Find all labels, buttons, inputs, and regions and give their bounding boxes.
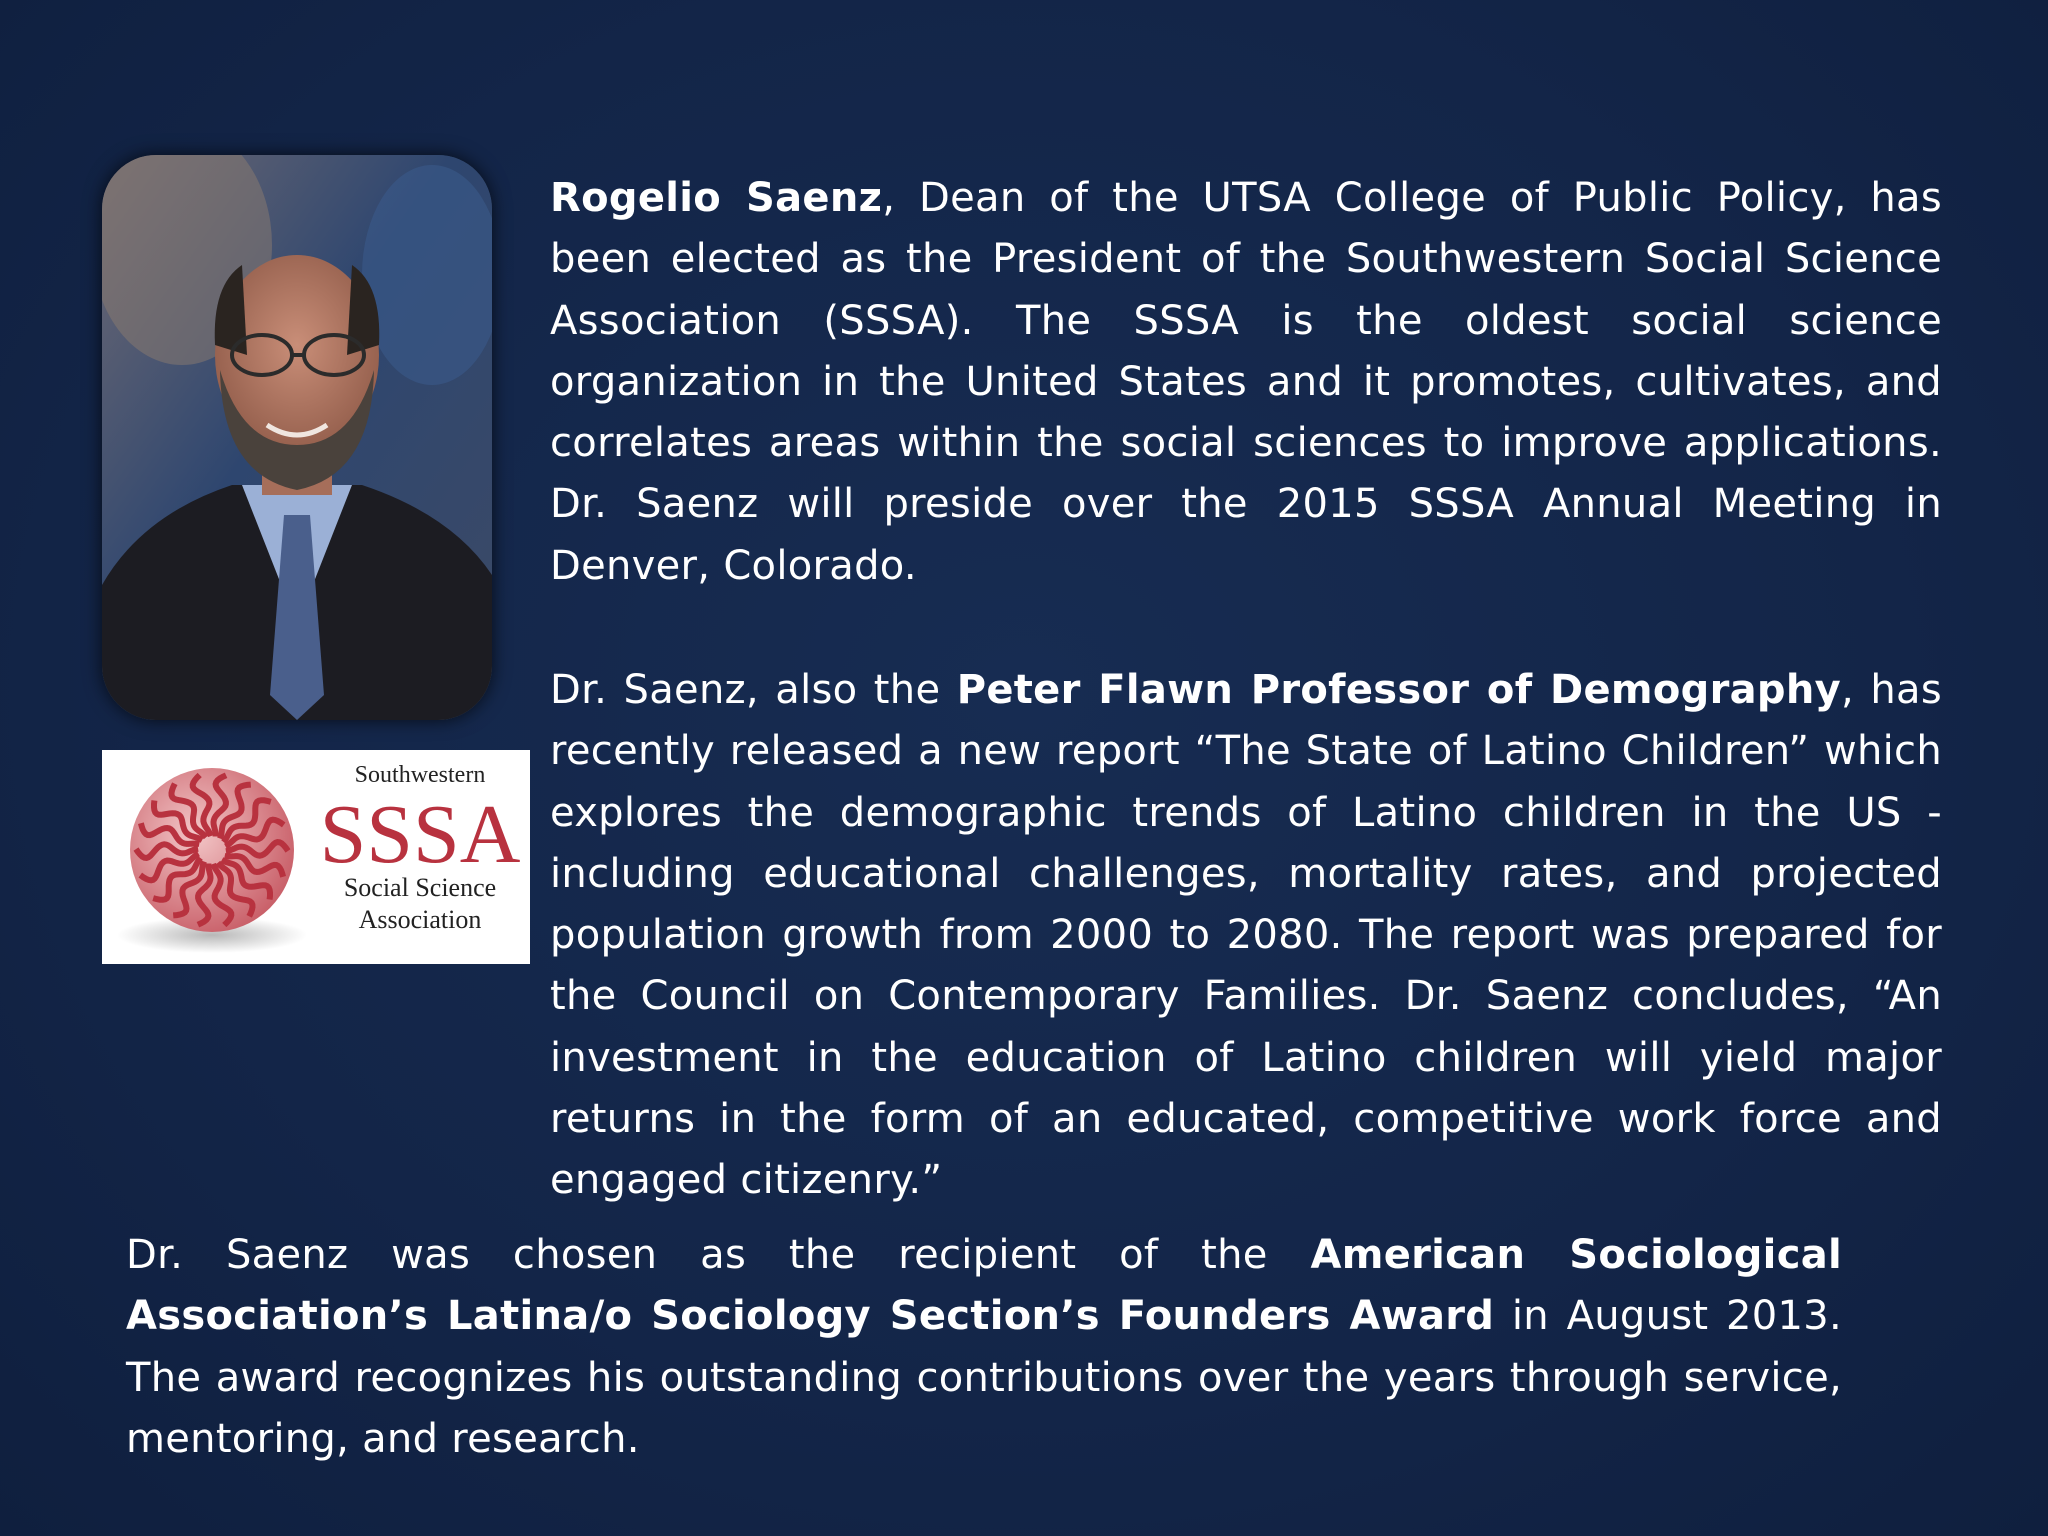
logo-line4: Association (358, 905, 482, 934)
portrait-photo (102, 155, 492, 720)
paragraph-report-lead: Dr. Saenz, also the (550, 667, 957, 713)
professorship-title: Peter Flawn Professor of Demography (956, 667, 1841, 713)
logo-acronym: SSSA (319, 788, 521, 881)
logo-line3: Social Science (343, 873, 497, 902)
sssa-logo (102, 750, 530, 964)
paragraph-award (126, 1225, 1842, 1470)
paragraph-award-text: in August 2013. The award recognizes his outstanding contributions over the years through service, mentoring, and research. (126, 1293, 1842, 1462)
award-name: American Sociological Association’s Latina/o Sociology Section’s Founders Award (126, 1232, 1843, 1340)
paragraph-award-lead: Dr. Saenz was chosen as the recipient of the (126, 1232, 1311, 1278)
paragraph-report-text: , has recently released a new report “The State of Latino Children” which explores the demographic trends of Latino children in the US - including educational challenges, mortality rates, and projected population growth from 2000 to 2080. The report was prepared for the Council on Contemporary Families. Dr. Saenz concludes, “An investment in the education of Latino children will yield major returns in the form of an educated, competitive work force and engaged citizenry.” (550, 667, 1942, 1204)
person-name: Rogelio Saenz (550, 175, 883, 221)
logo-line1: Southwestern (354, 762, 486, 788)
paragraph-presidency-text: , Dean of the UTSA College of Public Policy, has been elected as the President of the Southwestern Social Science Association (SSSA). The SSSA is the oldest social science organization in the United States and it promotes, cultivates, and correlates areas within the social sciences to improve applications. Dr. Saenz will preside over the 2015 SSSA Annual Meeting in Denver, Colorado. (550, 175, 1942, 589)
paragraph-report (550, 660, 1942, 1212)
paragraph-presidency (550, 168, 1942, 597)
